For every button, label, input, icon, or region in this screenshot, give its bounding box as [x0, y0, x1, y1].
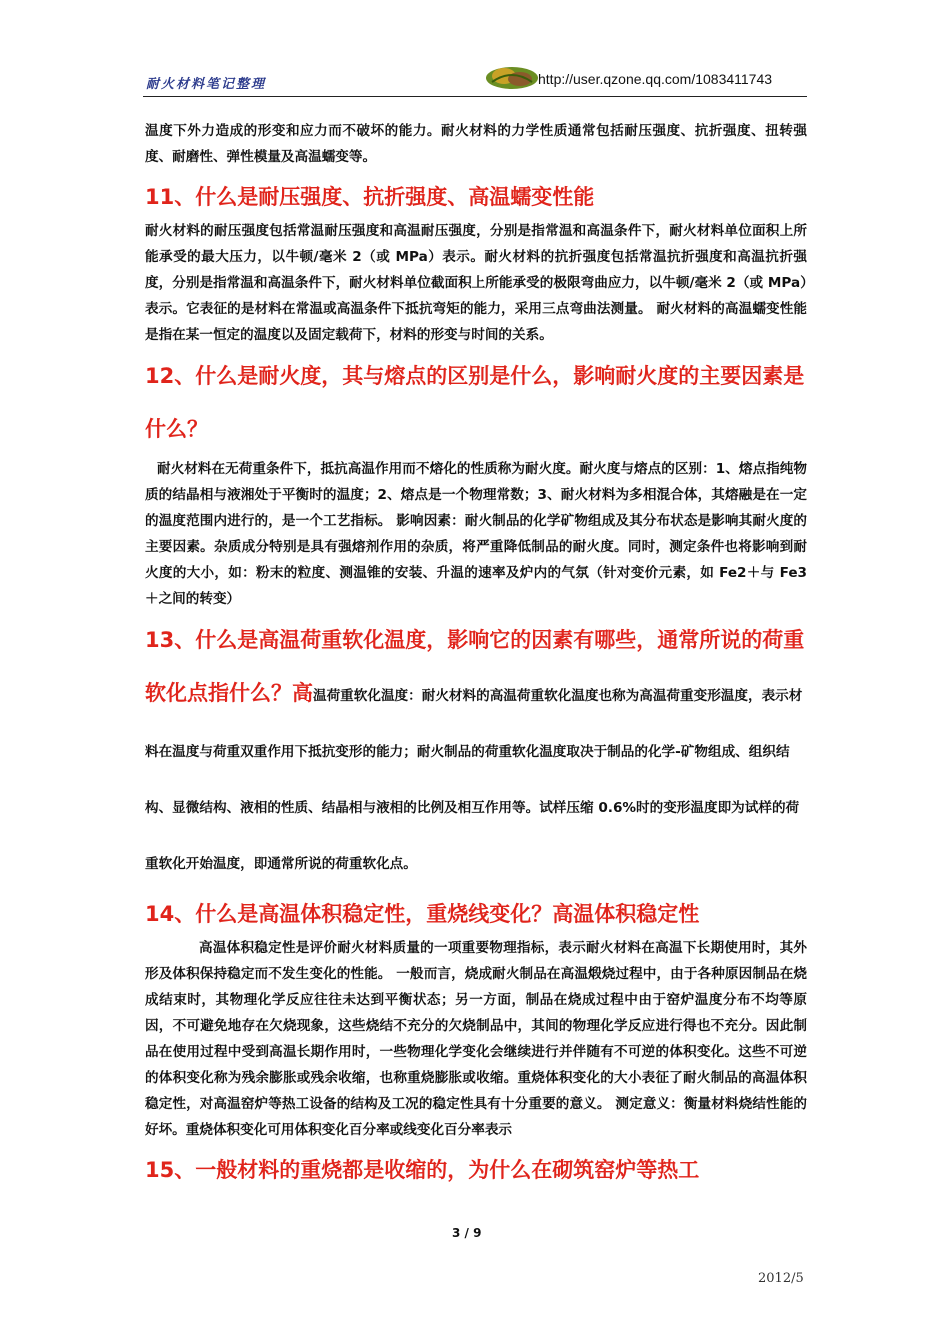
paragraph-12: 耐火材料在无荷重条件下，抵抗高温作用而不熔化的性质称为耐火度。耐火度与熔点的区别：1、熔点指纯物质的结晶相与液湘处于平衡时的温度；2、熔点是一个物理常数；3、耐火材料为多相混合体，其熔融是在一定的温度范围内进行的，是一个工艺指标。 影响因素：耐火制品的化学矿物组成及其分布状态是影响其耐火度的主要因素。杂质成分特别是具有强熔剂作用的杂质，将严重降低制品的耐火度。同时，测定条件也将影响到耐火度的大小，如：粉末的粒度、测温锥的安装、升温的速率及炉内的气氛（针对变价元素，如 Fe2＋与 Fe3＋之间的转变） — [145, 461, 807, 607]
heading-15: 15、一般材料的重烧都是收缩的，为什么在砌筑窑炉等热工 — [145, 1158, 700, 1182]
header-url[interactable]: http://user.qzone.qq.com/1083411743 — [538, 71, 773, 87]
page-content — [145, 118, 807, 1185]
heading-11: 11、什么是耐压强度、抗折强度、高温蠕变性能 — [145, 185, 595, 209]
heading-14: 14、什么是高温体积稳定性，重烧线变化？高温体积稳定性 — [145, 902, 700, 926]
heading-13 — [145, 614, 807, 891]
paragraph-intro: 温度下外力造成的形变和应力而不破坏的能力。耐火材料的力学性质通常包括耐压强度、抗折强度、扭转强度、耐磨性、弹性模量及高温蠕变等。 — [145, 123, 807, 165]
header-title: 耐火材料笔记整理 — [146, 77, 267, 92]
heading-12: 12、什么是耐火度，其与熔点的区别是什么，影响耐火度的主要因素是什么？ — [145, 364, 805, 441]
header-divider — [143, 96, 807, 97]
footer-date: 2012/5 — [758, 1271, 804, 1286]
paragraph-13: 温荷重软化温度：耐火材料的高温荷重软化温度也称为高温荷重变形温度，表示材料在温度与荷重双重作用下抵抗变形的能力；耐火制品的荷重软化温度取决于制品的化学-矿物组成、组织结构、显微结构、液相的性质、结晶相与液相的比例及相互作用等。试样压缩 0.6%时的变形温度即为试样的荷重软化开始温度，即通常所说的荷重软化点。 — [145, 688, 803, 872]
paragraph-11: 耐火材料的耐压强度包括常温耐压强度和高温耐压强度，分别是指常温和高温条件下，耐火材料单位面积上所能承受的最大压力，以牛顿/毫米 2（或 MPa）表示。耐火材料的抗折强度包括常温抗折强度和高温抗折强度，分别是指常温和高温条件下，耐火材料单位截面积上所能承受的极限弯曲应力，以牛顿/毫米 2（或 MPa）表示。它表征的是材料在常温或高温条件下抵抗弯矩的能力，采用三点弯曲法测量。 耐火材料的高温蠕变性能是指在某一恒定的温度以及固定载荷下，材料的形变与时间的关系。 — [145, 223, 807, 343]
logo-icon — [484, 64, 540, 92]
heading-13-title: 13、什么是高温荷重软化温度，影响它的因素有哪些，通常所说的荷重软化点指什么？高 — [145, 628, 805, 705]
page-number: 3 / 9 — [452, 1226, 482, 1240]
paragraph-14: 高温体积稳定性是评价耐火材料质量的一项重要物理指标，表示耐火材料在高温下长期使用时，其外形及体积保持稳定而不发生变化的性能。 一般而言，烧成耐火制品在高温煅烧过程中，由于各种原因制品在烧成结束时，其物理化学反应往往未达到平衡状态；另一方面，制品在烧成过程中由于窑炉温度分布不均等原因，不可避免地存在欠烧现象，这些烧结不充分的欠烧制品中，其间的物理化学反应进行得也不充分。因此制品在使用过程中受到高温长期作用时，一些物理化学变化会继续进行并伴随有不可逆的体积变化。这些不可逆的体积变化称为残余膨胀或残余收缩，也称重烧膨胀或收缩。重烧体积变化的大小表征了耐火制品的高温体积稳定性，对高温窑炉等热工设备的结构及工况的稳定性具有十分重要的意义。 测定意义：衡量材料烧结性能的好坏。重烧体积变化可用体积变化百分率或线变化百分率表示 — [145, 940, 807, 1138]
